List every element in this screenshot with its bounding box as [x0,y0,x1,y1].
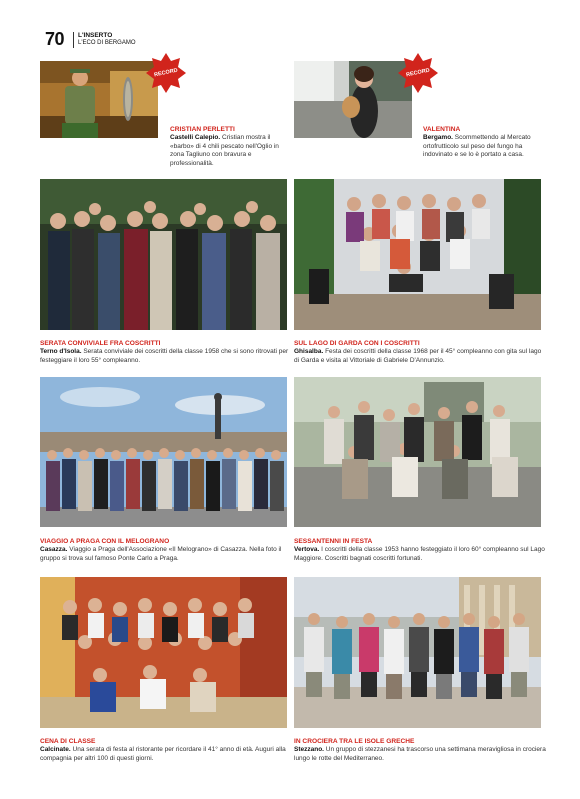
caption-location: Ghisalba. [294,348,324,356]
caption-crociera-isole-greche [294,738,548,763]
photo-serata-conviviale [40,179,287,330]
caption-text: I coscritti della classe 1953 hanno festeggiato il loro 60° compleanno sul Lago Maggiore. Coscritti bagnati coscritti fortunati. [294,546,545,562]
header-divider [73,32,74,48]
caption-valentina [423,126,545,160]
page-number: 70 [45,29,65,49]
caption-title: VALENTINA [423,126,461,133]
photo-lago-di-garda [294,179,541,330]
caption-location: Vertova. [294,546,320,554]
caption-text: Una serata di festa al ristorante per ricordare il 41° anno di età. Auguri alla compagnia per altri 100 di questi giorni. [40,746,286,762]
caption-title: SERATA CONVIVIALE FRA COSCRITTI [40,340,161,347]
caption-title: CRISTIAN PERLETTI [170,126,235,133]
caption-location: Bergamo. [423,134,453,142]
caption-location: Castelli Calepio. [170,134,221,142]
photo-valentina [294,61,412,138]
record-badge-label: RECORD [153,67,179,79]
caption-serata-conviviale [40,340,290,365]
photo-cena-di-classe [40,577,287,728]
photo-crociera-isole-greche [294,577,541,728]
caption-location: Terno d'Isola. [40,348,82,356]
caption-location: Stezzano. [294,746,324,754]
caption-text: Cristian mostra il «barbo» di 4 chili pescato nell'Oglio in zona Tagliuno con bravura e professionalità. [170,134,279,167]
caption-text: Un gruppo di stezzanesi ha trascorso una settimana meravigliosa in crociera lungo le rotte del Mediterraneo. [294,746,546,762]
caption-title: SUL LAGO DI GARDA CON I COSCRITTI [294,340,420,347]
caption-text: Serata conviviale dei coscritti della classe 1958 che si sono ritrovati per festeggiare il loro 55° compleanno. [40,348,289,364]
caption-cena-di-classe [40,738,292,763]
caption-text: Festa dei coscritti della classe 1968 per il 45° compleanno con gita sul lago di Garda e visita al Vittoriale di Gabriele D'Annunzio. [294,348,542,364]
photo-cristian-perletti [40,61,158,138]
caption-sessantenni [294,538,548,563]
caption-text: Scommettendo al Mercato ortofrutticolo sul peso del fungo ha indovinato e se lo è portato a casa. [423,134,531,159]
caption-title: CENA DI CLASSE [40,738,96,745]
caption-cristian-perletti [170,126,290,168]
section-title: L'INSERTO [78,32,113,39]
caption-title: SESSANTENNI IN FESTA [294,538,373,545]
caption-lago-di-garda [294,340,548,365]
caption-text: Viaggio a Praga dell'Associazione «Il Melograno» di Casazza. Nella foto il gruppo si trova sul famoso Ponte Carlo a Praga. [40,546,282,562]
caption-location: Calcinate. [40,746,71,754]
caption-viaggio-praga [40,538,292,563]
newspaper-name: L'ECO DI BERGAMO [78,40,136,46]
photo-sessantenni [294,377,541,527]
record-badge-label: RECORD [405,67,431,79]
caption-title: VIAGGIO A PRAGA CON IL MELOGRANO [40,538,170,545]
caption-title: IN CROCIERA TRA LE ISOLE GRECHE [294,738,415,745]
record-badge [146,53,186,93]
record-badge [398,53,438,93]
caption-location: Casazza. [40,546,68,554]
photo-viaggio-praga [40,377,287,527]
